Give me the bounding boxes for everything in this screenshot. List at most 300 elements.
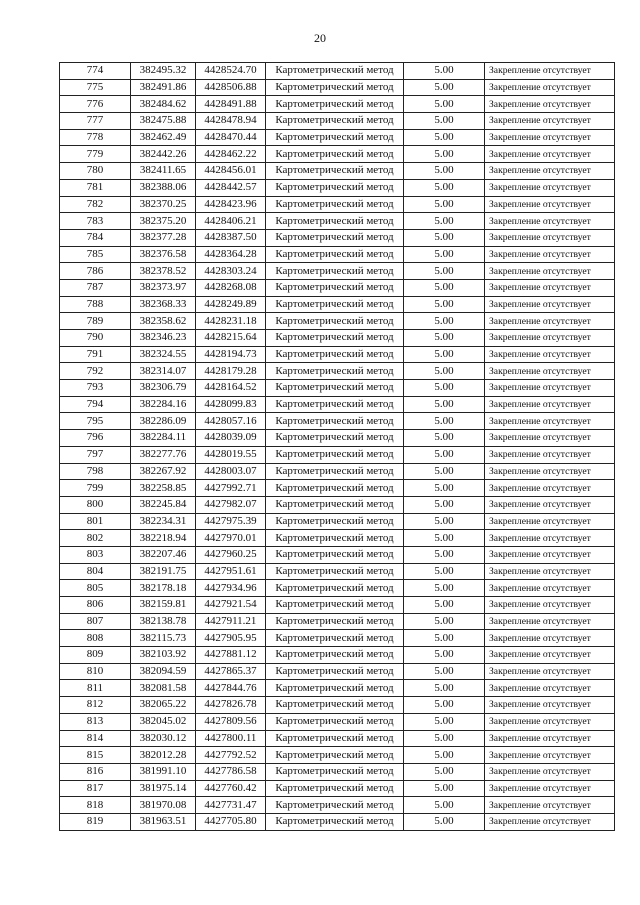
method-cell: Картометрический метод [266,480,404,497]
x-coordinate-cell: 382218.94 [131,530,196,547]
accuracy-cell: 5.00 [404,647,485,664]
y-coordinate-cell: 4427934.96 [196,580,266,597]
x-coordinate-cell: 382065.22 [131,697,196,714]
point-number-cell: 784 [60,229,131,246]
x-coordinate-cell: 382178.18 [131,580,196,597]
method-cell: Картометрический метод [266,330,404,347]
point-number-cell: 818 [60,797,131,814]
table-row [60,546,615,563]
y-coordinate-cell: 4428268.08 [196,279,266,296]
fixing-cell: Закрепление отсутствует [485,263,615,280]
accuracy-cell: 5.00 [404,697,485,714]
table-row [60,96,615,113]
table-body [60,63,615,831]
point-number-cell: 776 [60,96,131,113]
accuracy-cell: 5.00 [404,613,485,630]
point-number-cell: 814 [60,730,131,747]
method-cell: Картометрический метод [266,96,404,113]
fixing-cell: Закрепление отсутствует [485,813,615,830]
point-number-cell: 788 [60,296,131,313]
point-number-cell: 807 [60,613,131,630]
table-row [60,296,615,313]
fixing-cell: Закрепление отсутствует [485,129,615,146]
y-coordinate-cell: 4428003.07 [196,463,266,480]
table-row [60,179,615,196]
y-coordinate-cell: 4428194.73 [196,346,266,363]
method-cell: Картометрический метод [266,797,404,814]
point-number-cell: 779 [60,146,131,163]
accuracy-cell: 5.00 [404,813,485,830]
y-coordinate-cell: 4428491.88 [196,96,266,113]
accuracy-cell: 5.00 [404,680,485,697]
fixing-cell: Закрепление отсутствует [485,597,615,614]
y-coordinate-cell: 4427992.71 [196,480,266,497]
y-coordinate-cell: 4428303.24 [196,263,266,280]
point-number-cell: 794 [60,396,131,413]
point-number-cell: 819 [60,813,131,830]
point-number-cell: 789 [60,313,131,330]
table-row [60,413,615,430]
accuracy-cell: 5.00 [404,179,485,196]
y-coordinate-cell: 4427786.58 [196,763,266,780]
table-row [60,763,615,780]
x-coordinate-cell: 382234.31 [131,513,196,530]
fixing-cell: Закрепление отсутствует [485,446,615,463]
accuracy-cell: 5.00 [404,797,485,814]
accuracy-cell: 5.00 [404,63,485,80]
y-coordinate-cell: 4428215.64 [196,330,266,347]
y-coordinate-cell: 4427970.01 [196,530,266,547]
table-row [60,580,615,597]
y-coordinate-cell: 4427982.07 [196,496,266,513]
method-cell: Картометрический метод [266,780,404,797]
y-coordinate-cell: 4428179.28 [196,363,266,380]
method-cell: Картометрический метод [266,663,404,680]
y-coordinate-cell: 4427960.25 [196,546,266,563]
method-cell: Картометрический метод [266,229,404,246]
y-coordinate-cell: 4427705.80 [196,813,266,830]
x-coordinate-cell: 382258.85 [131,480,196,497]
point-number-cell: 782 [60,196,131,213]
y-coordinate-cell: 4427865.37 [196,663,266,680]
x-coordinate-cell: 382284.11 [131,430,196,447]
fixing-cell: Закрепление отсутствует [485,430,615,447]
accuracy-cell: 5.00 [404,546,485,563]
table-row [60,380,615,397]
method-cell: Картометрический метод [266,496,404,513]
y-coordinate-cell: 4428442.57 [196,179,266,196]
method-cell: Картометрический метод [266,246,404,263]
y-coordinate-cell: 4428478.94 [196,113,266,130]
table-row [60,63,615,80]
accuracy-cell: 5.00 [404,79,485,96]
point-number-cell: 780 [60,163,131,180]
method-cell: Картометрический метод [266,313,404,330]
point-number-cell: 798 [60,463,131,480]
point-number-cell: 775 [60,79,131,96]
x-coordinate-cell: 382491.86 [131,79,196,96]
accuracy-cell: 5.00 [404,763,485,780]
point-number-cell: 777 [60,113,131,130]
method-cell: Картометрический метод [266,813,404,830]
method-cell: Картометрический метод [266,413,404,430]
point-number-cell: 809 [60,647,131,664]
x-coordinate-cell: 382370.25 [131,196,196,213]
method-cell: Картометрический метод [266,279,404,296]
table-row [60,146,615,163]
accuracy-cell: 5.00 [404,713,485,730]
x-coordinate-cell: 382138.78 [131,613,196,630]
x-coordinate-cell: 382207.46 [131,546,196,563]
accuracy-cell: 5.00 [404,346,485,363]
table-row [60,563,615,580]
point-number-cell: 810 [60,663,131,680]
y-coordinate-cell: 4427911.21 [196,613,266,630]
point-number-cell: 774 [60,63,131,80]
method-cell: Картометрический метод [266,196,404,213]
y-coordinate-cell: 4427731.47 [196,797,266,814]
fixing-cell: Закрепление отсутствует [485,747,615,764]
table-row [60,363,615,380]
fixing-cell: Закрепление отсутствует [485,313,615,330]
accuracy-cell: 5.00 [404,780,485,797]
x-coordinate-cell: 382358.62 [131,313,196,330]
x-coordinate-cell: 382314.07 [131,363,196,380]
y-coordinate-cell: 4428231.18 [196,313,266,330]
point-number-cell: 787 [60,279,131,296]
point-number-cell: 802 [60,530,131,547]
table-row [60,196,615,213]
fixing-cell: Закрепление отсутствует [485,580,615,597]
y-coordinate-cell: 4427951.61 [196,563,266,580]
method-cell: Картометрический метод [266,129,404,146]
y-coordinate-cell: 4428462.22 [196,146,266,163]
x-coordinate-cell: 382373.97 [131,279,196,296]
method-cell: Картометрический метод [266,296,404,313]
method-cell: Картометрический метод [266,79,404,96]
fixing-cell: Закрепление отсутствует [485,530,615,547]
accuracy-cell: 5.00 [404,496,485,513]
x-coordinate-cell: 382081.58 [131,680,196,697]
y-coordinate-cell: 4427905.95 [196,630,266,647]
point-number-cell: 808 [60,630,131,647]
table-row [60,630,615,647]
x-coordinate-cell: 382045.02 [131,713,196,730]
accuracy-cell: 5.00 [404,330,485,347]
fixing-cell: Закрепление отсутствует [485,146,615,163]
accuracy-cell: 5.00 [404,96,485,113]
x-coordinate-cell: 382306.79 [131,380,196,397]
accuracy-cell: 5.00 [404,229,485,246]
fixing-cell: Закрепление отсутствует [485,780,615,797]
table-row [60,530,615,547]
accuracy-cell: 5.00 [404,396,485,413]
table-row [60,229,615,246]
fixing-cell: Закрепление отсутствует [485,296,615,313]
method-cell: Картометрический метод [266,713,404,730]
accuracy-cell: 5.00 [404,663,485,680]
fixing-cell: Закрепление отсутствует [485,346,615,363]
y-coordinate-cell: 4428099.83 [196,396,266,413]
table-row [60,496,615,513]
table-row [60,213,615,230]
point-number-cell: 804 [60,563,131,580]
fixing-cell: Закрепление отсутствует [485,697,615,714]
table-row [60,613,615,630]
y-coordinate-cell: 4427881.12 [196,647,266,664]
point-number-cell: 781 [60,179,131,196]
table-row [60,313,615,330]
accuracy-cell: 5.00 [404,630,485,647]
method-cell: Картометрический метод [266,213,404,230]
table-row [60,246,615,263]
x-coordinate-cell: 382368.33 [131,296,196,313]
y-coordinate-cell: 4428506.88 [196,79,266,96]
y-coordinate-cell: 4428164.52 [196,380,266,397]
method-cell: Картометрический метод [266,697,404,714]
y-coordinate-cell: 4428406.21 [196,213,266,230]
fixing-cell: Закрепление отсутствует [485,680,615,697]
fixing-cell: Закрепление отсутствует [485,213,615,230]
fixing-cell: Закрепление отсутствует [485,730,615,747]
x-coordinate-cell: 382388.06 [131,179,196,196]
y-coordinate-cell: 4427760.42 [196,780,266,797]
y-coordinate-cell: 4428387.50 [196,229,266,246]
x-coordinate-cell: 382267.92 [131,463,196,480]
y-coordinate-cell: 4428057.16 [196,413,266,430]
accuracy-cell: 5.00 [404,446,485,463]
fixing-cell: Закрепление отсутствует [485,480,615,497]
y-coordinate-cell: 4427844.76 [196,680,266,697]
accuracy-cell: 5.00 [404,463,485,480]
method-cell: Картометрический метод [266,530,404,547]
fixing-cell: Закрепление отсутствует [485,196,615,213]
accuracy-cell: 5.00 [404,263,485,280]
fixing-cell: Закрепление отсутствует [485,179,615,196]
accuracy-cell: 5.00 [404,597,485,614]
accuracy-cell: 5.00 [404,146,485,163]
table-row [60,513,615,530]
table-row [60,263,615,280]
table-row [60,330,615,347]
table-row [60,113,615,130]
y-coordinate-cell: 4427975.39 [196,513,266,530]
accuracy-cell: 5.00 [404,163,485,180]
fixing-cell: Закрепление отсутствует [485,613,615,630]
fixing-cell: Закрепление отсутствует [485,163,615,180]
x-coordinate-cell: 382277.76 [131,446,196,463]
fixing-cell: Закрепление отсутствует [485,663,615,680]
y-coordinate-cell: 4428364.28 [196,246,266,263]
y-coordinate-cell: 4428470.44 [196,129,266,146]
fixing-cell: Закрепление отсутствует [485,630,615,647]
table-row [60,129,615,146]
method-cell: Картометрический метод [266,380,404,397]
fixing-cell: Закрепление отсутствует [485,229,615,246]
fixing-cell: Закрепление отсутствует [485,763,615,780]
point-number-cell: 813 [60,713,131,730]
y-coordinate-cell: 4427826.78 [196,697,266,714]
x-coordinate-cell: 382115.73 [131,630,196,647]
fixing-cell: Закрепление отсутствует [485,647,615,664]
point-number-cell: 803 [60,546,131,563]
coordinates-table [59,62,615,831]
y-coordinate-cell: 4427921.54 [196,597,266,614]
accuracy-cell: 5.00 [404,580,485,597]
fixing-cell: Закрепление отсутствует [485,330,615,347]
method-cell: Картометрический метод [266,630,404,647]
y-coordinate-cell: 4427800.11 [196,730,266,747]
method-cell: Картометрический метод [266,763,404,780]
x-coordinate-cell: 381975.14 [131,780,196,797]
x-coordinate-cell: 382375.20 [131,213,196,230]
method-cell: Картометрический метод [266,546,404,563]
point-number-cell: 785 [60,246,131,263]
method-cell: Картометрический метод [266,513,404,530]
fixing-cell: Закрепление отсутствует [485,96,615,113]
y-coordinate-cell: 4428524.70 [196,63,266,80]
table-row [60,747,615,764]
accuracy-cell: 5.00 [404,196,485,213]
table-row [60,163,615,180]
accuracy-cell: 5.00 [404,530,485,547]
y-coordinate-cell: 4428249.89 [196,296,266,313]
table-row [60,647,615,664]
point-number-cell: 796 [60,430,131,447]
method-cell: Картометрический метод [266,396,404,413]
method-cell: Картометрический метод [266,647,404,664]
table-row [60,780,615,797]
x-coordinate-cell: 382495.32 [131,63,196,80]
x-coordinate-cell: 382411.65 [131,163,196,180]
point-number-cell: 806 [60,597,131,614]
method-cell: Картометрический метод [266,363,404,380]
point-number-cell: 805 [60,580,131,597]
fixing-cell: Закрепление отсутствует [485,113,615,130]
method-cell: Картометрический метод [266,563,404,580]
y-coordinate-cell: 4427809.56 [196,713,266,730]
x-coordinate-cell: 382012.28 [131,747,196,764]
method-cell: Картометрический метод [266,597,404,614]
x-coordinate-cell: 382159.81 [131,597,196,614]
page-number: 20 [314,31,326,45]
method-cell: Картометрический метод [266,446,404,463]
x-coordinate-cell: 382376.58 [131,246,196,263]
method-cell: Картометрический метод [266,263,404,280]
method-cell: Картометрический метод [266,680,404,697]
table-row [60,697,615,714]
point-number-cell: 812 [60,697,131,714]
x-coordinate-cell: 381991.10 [131,763,196,780]
point-number-cell: 792 [60,363,131,380]
fixing-cell: Закрепление отсутствует [485,246,615,263]
fixing-cell: Закрепление отсутствует [485,363,615,380]
y-coordinate-cell: 4427792.52 [196,747,266,764]
fixing-cell: Закрепление отсутствует [485,63,615,80]
x-coordinate-cell: 381963.51 [131,813,196,830]
method-cell: Картометрический метод [266,63,404,80]
x-coordinate-cell: 382094.59 [131,663,196,680]
x-coordinate-cell: 382475.88 [131,113,196,130]
accuracy-cell: 5.00 [404,363,485,380]
point-number-cell: 793 [60,380,131,397]
point-number-cell: 791 [60,346,131,363]
method-cell: Картометрический метод [266,163,404,180]
accuracy-cell: 5.00 [404,313,485,330]
table-row [60,730,615,747]
method-cell: Картометрический метод [266,580,404,597]
method-cell: Картометрический метод [266,463,404,480]
table-row [60,446,615,463]
method-cell: Картометрический метод [266,747,404,764]
fixing-cell: Закрепление отсутствует [485,279,615,296]
accuracy-cell: 5.00 [404,430,485,447]
y-coordinate-cell: 4428456.01 [196,163,266,180]
accuracy-cell: 5.00 [404,213,485,230]
table-row [60,396,615,413]
accuracy-cell: 5.00 [404,380,485,397]
x-coordinate-cell: 382284.16 [131,396,196,413]
y-coordinate-cell: 4428019.55 [196,446,266,463]
x-coordinate-cell: 382324.55 [131,346,196,363]
x-coordinate-cell: 382346.23 [131,330,196,347]
fixing-cell: Закрепление отсутствует [485,546,615,563]
x-coordinate-cell: 382484.62 [131,96,196,113]
table-row [60,797,615,814]
point-number-cell: 817 [60,780,131,797]
accuracy-cell: 5.00 [404,563,485,580]
method-cell: Картометрический метод [266,430,404,447]
y-coordinate-cell: 4428039.09 [196,430,266,447]
accuracy-cell: 5.00 [404,296,485,313]
accuracy-cell: 5.00 [404,279,485,296]
table-row [60,480,615,497]
fixing-cell: Закрепление отсутствует [485,513,615,530]
point-number-cell: 797 [60,446,131,463]
accuracy-cell: 5.00 [404,129,485,146]
fixing-cell: Закрепление отсутствует [485,797,615,814]
y-coordinate-cell: 4428423.96 [196,196,266,213]
point-number-cell: 783 [60,213,131,230]
point-number-cell: 790 [60,330,131,347]
table-row [60,680,615,697]
x-coordinate-cell: 382103.92 [131,647,196,664]
method-cell: Картометрический метод [266,179,404,196]
table-row [60,79,615,96]
x-coordinate-cell: 382462.49 [131,129,196,146]
point-number-cell: 816 [60,763,131,780]
table-row [60,279,615,296]
point-number-cell: 786 [60,263,131,280]
fixing-cell: Закрепление отсутствует [485,380,615,397]
point-number-cell: 778 [60,129,131,146]
point-number-cell: 799 [60,480,131,497]
table-row [60,713,615,730]
fixing-cell: Закрепление отсутствует [485,413,615,430]
fixing-cell: Закрепление отсутствует [485,396,615,413]
x-coordinate-cell: 382378.52 [131,263,196,280]
method-cell: Картометрический метод [266,613,404,630]
table-row [60,430,615,447]
x-coordinate-cell: 382245.84 [131,496,196,513]
method-cell: Картометрический метод [266,113,404,130]
accuracy-cell: 5.00 [404,747,485,764]
x-coordinate-cell: 382030.12 [131,730,196,747]
accuracy-cell: 5.00 [404,480,485,497]
table-row [60,663,615,680]
table-row [60,813,615,830]
x-coordinate-cell: 382377.28 [131,229,196,246]
